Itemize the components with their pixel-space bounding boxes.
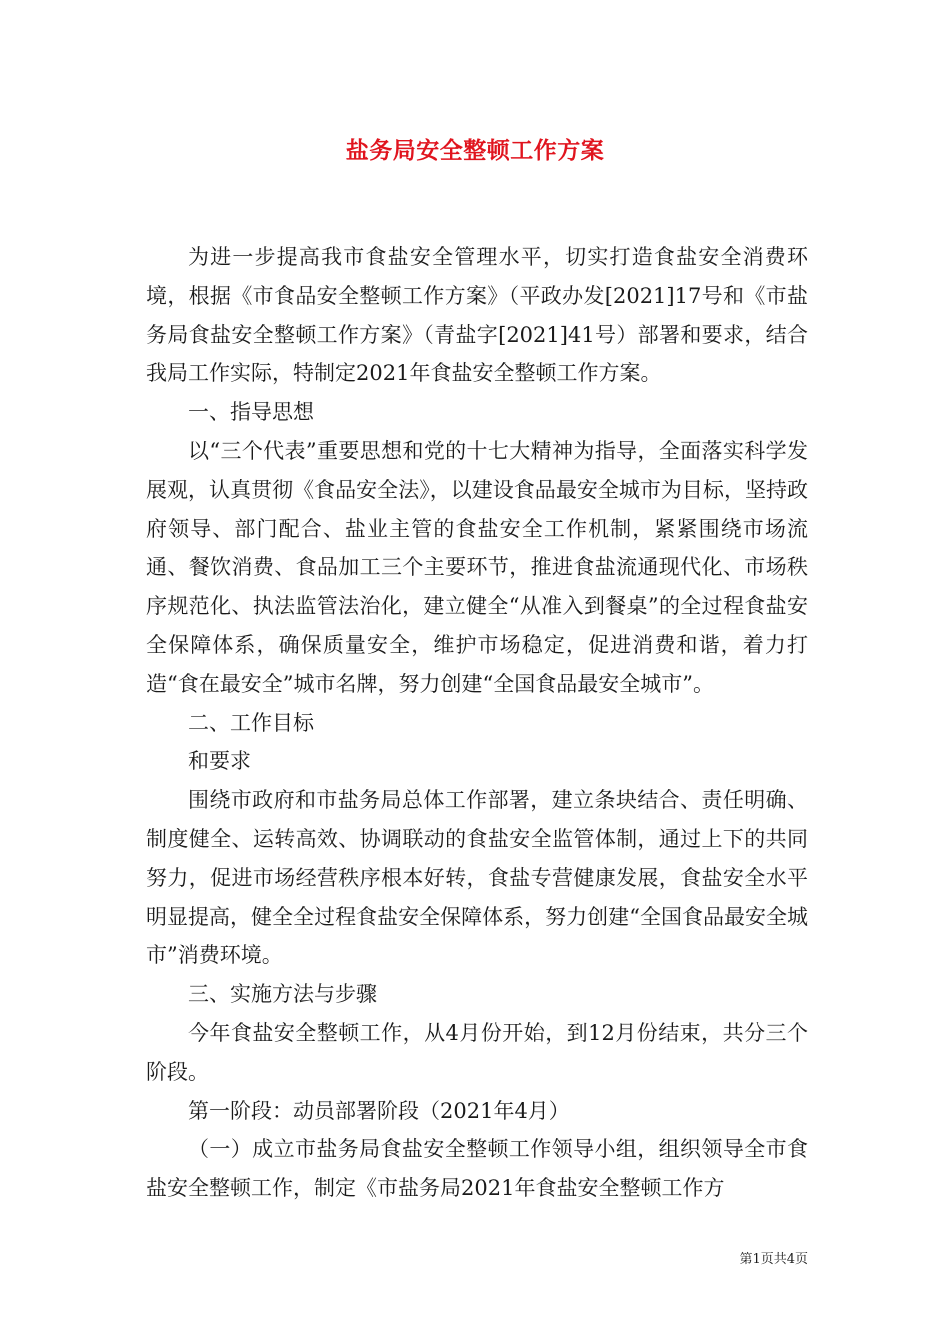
paragraph-guiding-thought: 以“三个代表”重要思想和党的十七大精神为指导，全面落实科学发展观，认真贯彻《食品安全法》，以建设食品最安全城市为目标，坚持政府领导、部门配合、盐业主管的食盐安全工作机制，紧紧围绕市场流通、餐饮消费、食品加工三个主要环节，推进食盐流通现代化、市场秩序规范化、执法监管法治化，建立健全“从准入到餐桌”的全过程食盐安全保障体系，确保质量安全，维护市场稳定，促进消费和谐，着力打造“食在最安全”城市名牌，努力创建“全国食品最安全城市”。 xyxy=(146,438,808,696)
paragraph-work-goals: 围绕市政府和市盐务局总体工作部署，建立条块结合、责任明确、制度健全、运转高效、协调联动的食盐安全监管体制，通过上下的共同努力，促进市场经营秩序根本好转，食盐专营健康发展，食盐安全水平明显提高，健全全过程食盐安全保障体系，努力创建“全国食品最安全城市”消费环境。 xyxy=(146,788,808,968)
heading-guiding-thought: 一、指导思想 xyxy=(188,400,314,425)
document-title: 盐务局安全整顿工作方案 xyxy=(345,137,605,164)
page-number: 第1页共4页 xyxy=(739,1252,808,1267)
paragraph-implementation: 今年食盐安全整顿工作，从4月份开始，到12月份结束，共分三个阶段。 xyxy=(146,1020,808,1084)
heading-work-goals-continued: 和要求 xyxy=(188,749,251,774)
heading-phase-one: 第一阶段：动员部署阶段（2021年4月） xyxy=(188,1098,570,1123)
heading-implementation: 三、实施方法与步骤 xyxy=(188,982,377,1007)
paragraph-phase-one-item-one: （一）成立市盐务局食盐安全整顿工作领导小组，组织领导全市食盐安全整顿工作，制定《市盐务局2021年食盐安全整顿工作方 xyxy=(146,1137,808,1201)
document-body xyxy=(146,238,808,1208)
heading-work-goals: 二、工作目标 xyxy=(188,710,314,735)
paragraph-intro: 为进一步提高我市食盐安全管理水平，切实打造食盐安全消费环境，根据《市食品安全整顿工作方案》（平政办发[2021]17号和《市盐务局食盐安全整顿工作方案》（青盐字[2021]41号）部署和要求，结合我局工作实际，特制定2021年食盐安全整顿工作方案。 xyxy=(146,245,808,386)
